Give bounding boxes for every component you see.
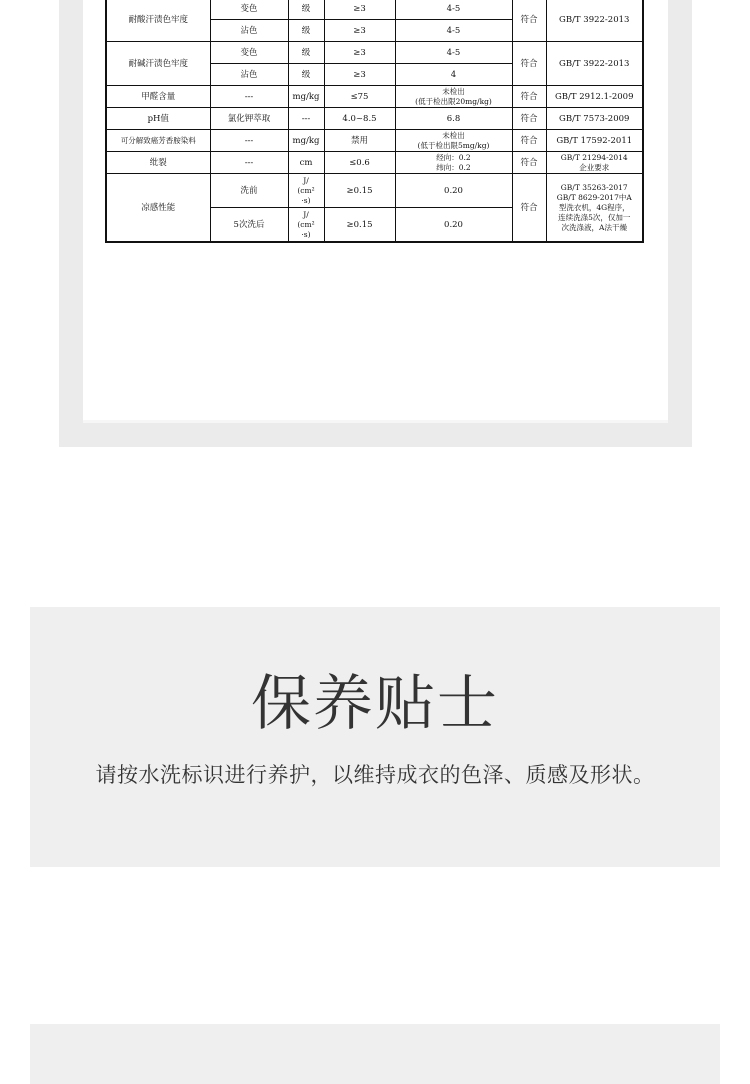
- unit: 级: [288, 20, 324, 42]
- verdict: 符合: [512, 130, 546, 152]
- next-section-panel: [30, 1024, 720, 1084]
- result: 0.20: [395, 174, 512, 208]
- standard: GB/T 21294-2014 企业要求: [546, 152, 643, 174]
- table-row: [106, 174, 643, 208]
- sub-item: 变色: [210, 42, 288, 64]
- requirement: ≥3: [324, 0, 395, 20]
- standard: GB/T 2912.1-2009: [546, 86, 643, 108]
- table-row: [106, 0, 643, 20]
- sub-item: 5次洗后: [210, 208, 288, 243]
- standard: GB/T 3922-2013: [546, 42, 643, 86]
- unit: J/ (cm² ·s): [288, 174, 324, 208]
- requirement: 禁用: [324, 130, 395, 152]
- sub-item: ---: [210, 130, 288, 152]
- report-frame: [59, 0, 692, 447]
- sub-item: ---: [210, 152, 288, 174]
- result: 未检出 (低于检出限20mg/kg): [395, 86, 512, 108]
- item-name: 耐碱汗渍色牢度: [106, 42, 210, 86]
- sub-item: 氯化钾萃取: [210, 108, 288, 130]
- sub-item: 沾色: [210, 64, 288, 86]
- item-name: pH值: [106, 108, 210, 130]
- report-sheet-edge: [83, 420, 668, 423]
- sub-item: ---: [210, 86, 288, 108]
- result: 4-5: [395, 20, 512, 42]
- requirement: ≥3: [324, 20, 395, 42]
- verdict: 符合: [512, 42, 546, 86]
- sub-item: 洗前: [210, 174, 288, 208]
- unit: 级: [288, 0, 324, 20]
- requirement: ≥3: [324, 42, 395, 64]
- verdict: 符合: [512, 0, 546, 42]
- result: 4-5: [395, 0, 512, 20]
- standard: GB/T 3922-2013: [546, 0, 643, 42]
- unit: mg/kg: [288, 86, 324, 108]
- unit: J/ (cm² ·s): [288, 208, 324, 243]
- standard: GB/T 35263-2017 GB/T 8629-2017中A 型洗衣机，4G程序， 连续洗涤5次，仅加一 次洗涤液，A法干燥: [546, 174, 643, 243]
- item-name: 甲醛含量: [106, 86, 210, 108]
- item-name: 凉感性能: [106, 174, 210, 243]
- sub-item: 沾色: [210, 20, 288, 42]
- verdict: 符合: [512, 152, 546, 174]
- care-tips-title: 保养贴士: [251, 669, 499, 739]
- result: 4: [395, 64, 512, 86]
- requirement: ≤0.6: [324, 152, 395, 174]
- standard: GB/T 17592-2011: [546, 130, 643, 152]
- item-name: 可分解致癌芳香胺染料: [106, 130, 210, 152]
- result: 未检出 (低于检出限5mg/kg): [395, 130, 512, 152]
- unit: ---: [288, 108, 324, 130]
- table-row: [106, 108, 643, 130]
- item-name: 纰裂: [106, 152, 210, 174]
- requirement: 4.0~8.5: [324, 108, 395, 130]
- result: 4-5: [395, 42, 512, 64]
- table-row: [106, 130, 643, 152]
- requirement: ≥0.15: [324, 208, 395, 243]
- table-row: [106, 152, 643, 174]
- table-row: [106, 42, 643, 64]
- care-tips-text: 请按水洗标识进行养护，以维持成衣的色泽、质感及形状。: [95, 763, 655, 787]
- item-name: 耐酸汗渍色牢度: [106, 0, 210, 42]
- result: 经向：0.2 纬向：0.2: [395, 152, 512, 174]
- result: 6.8: [395, 108, 512, 130]
- requirement: ≥3: [324, 64, 395, 86]
- verdict: 符合: [512, 86, 546, 108]
- test-report-table: [105, 0, 644, 243]
- sub-item: 变色: [210, 0, 288, 20]
- standard: GB/T 7573-2009: [546, 108, 643, 130]
- unit: mg/kg: [288, 130, 324, 152]
- table-row: [106, 86, 643, 108]
- verdict: 符合: [512, 108, 546, 130]
- requirement: ≥0.15: [324, 174, 395, 208]
- unit: cm: [288, 152, 324, 174]
- result: 0.20: [395, 208, 512, 243]
- unit: 级: [288, 42, 324, 64]
- verdict: 符合: [512, 174, 546, 243]
- requirement: ≤75: [324, 86, 395, 108]
- unit: 级: [288, 64, 324, 86]
